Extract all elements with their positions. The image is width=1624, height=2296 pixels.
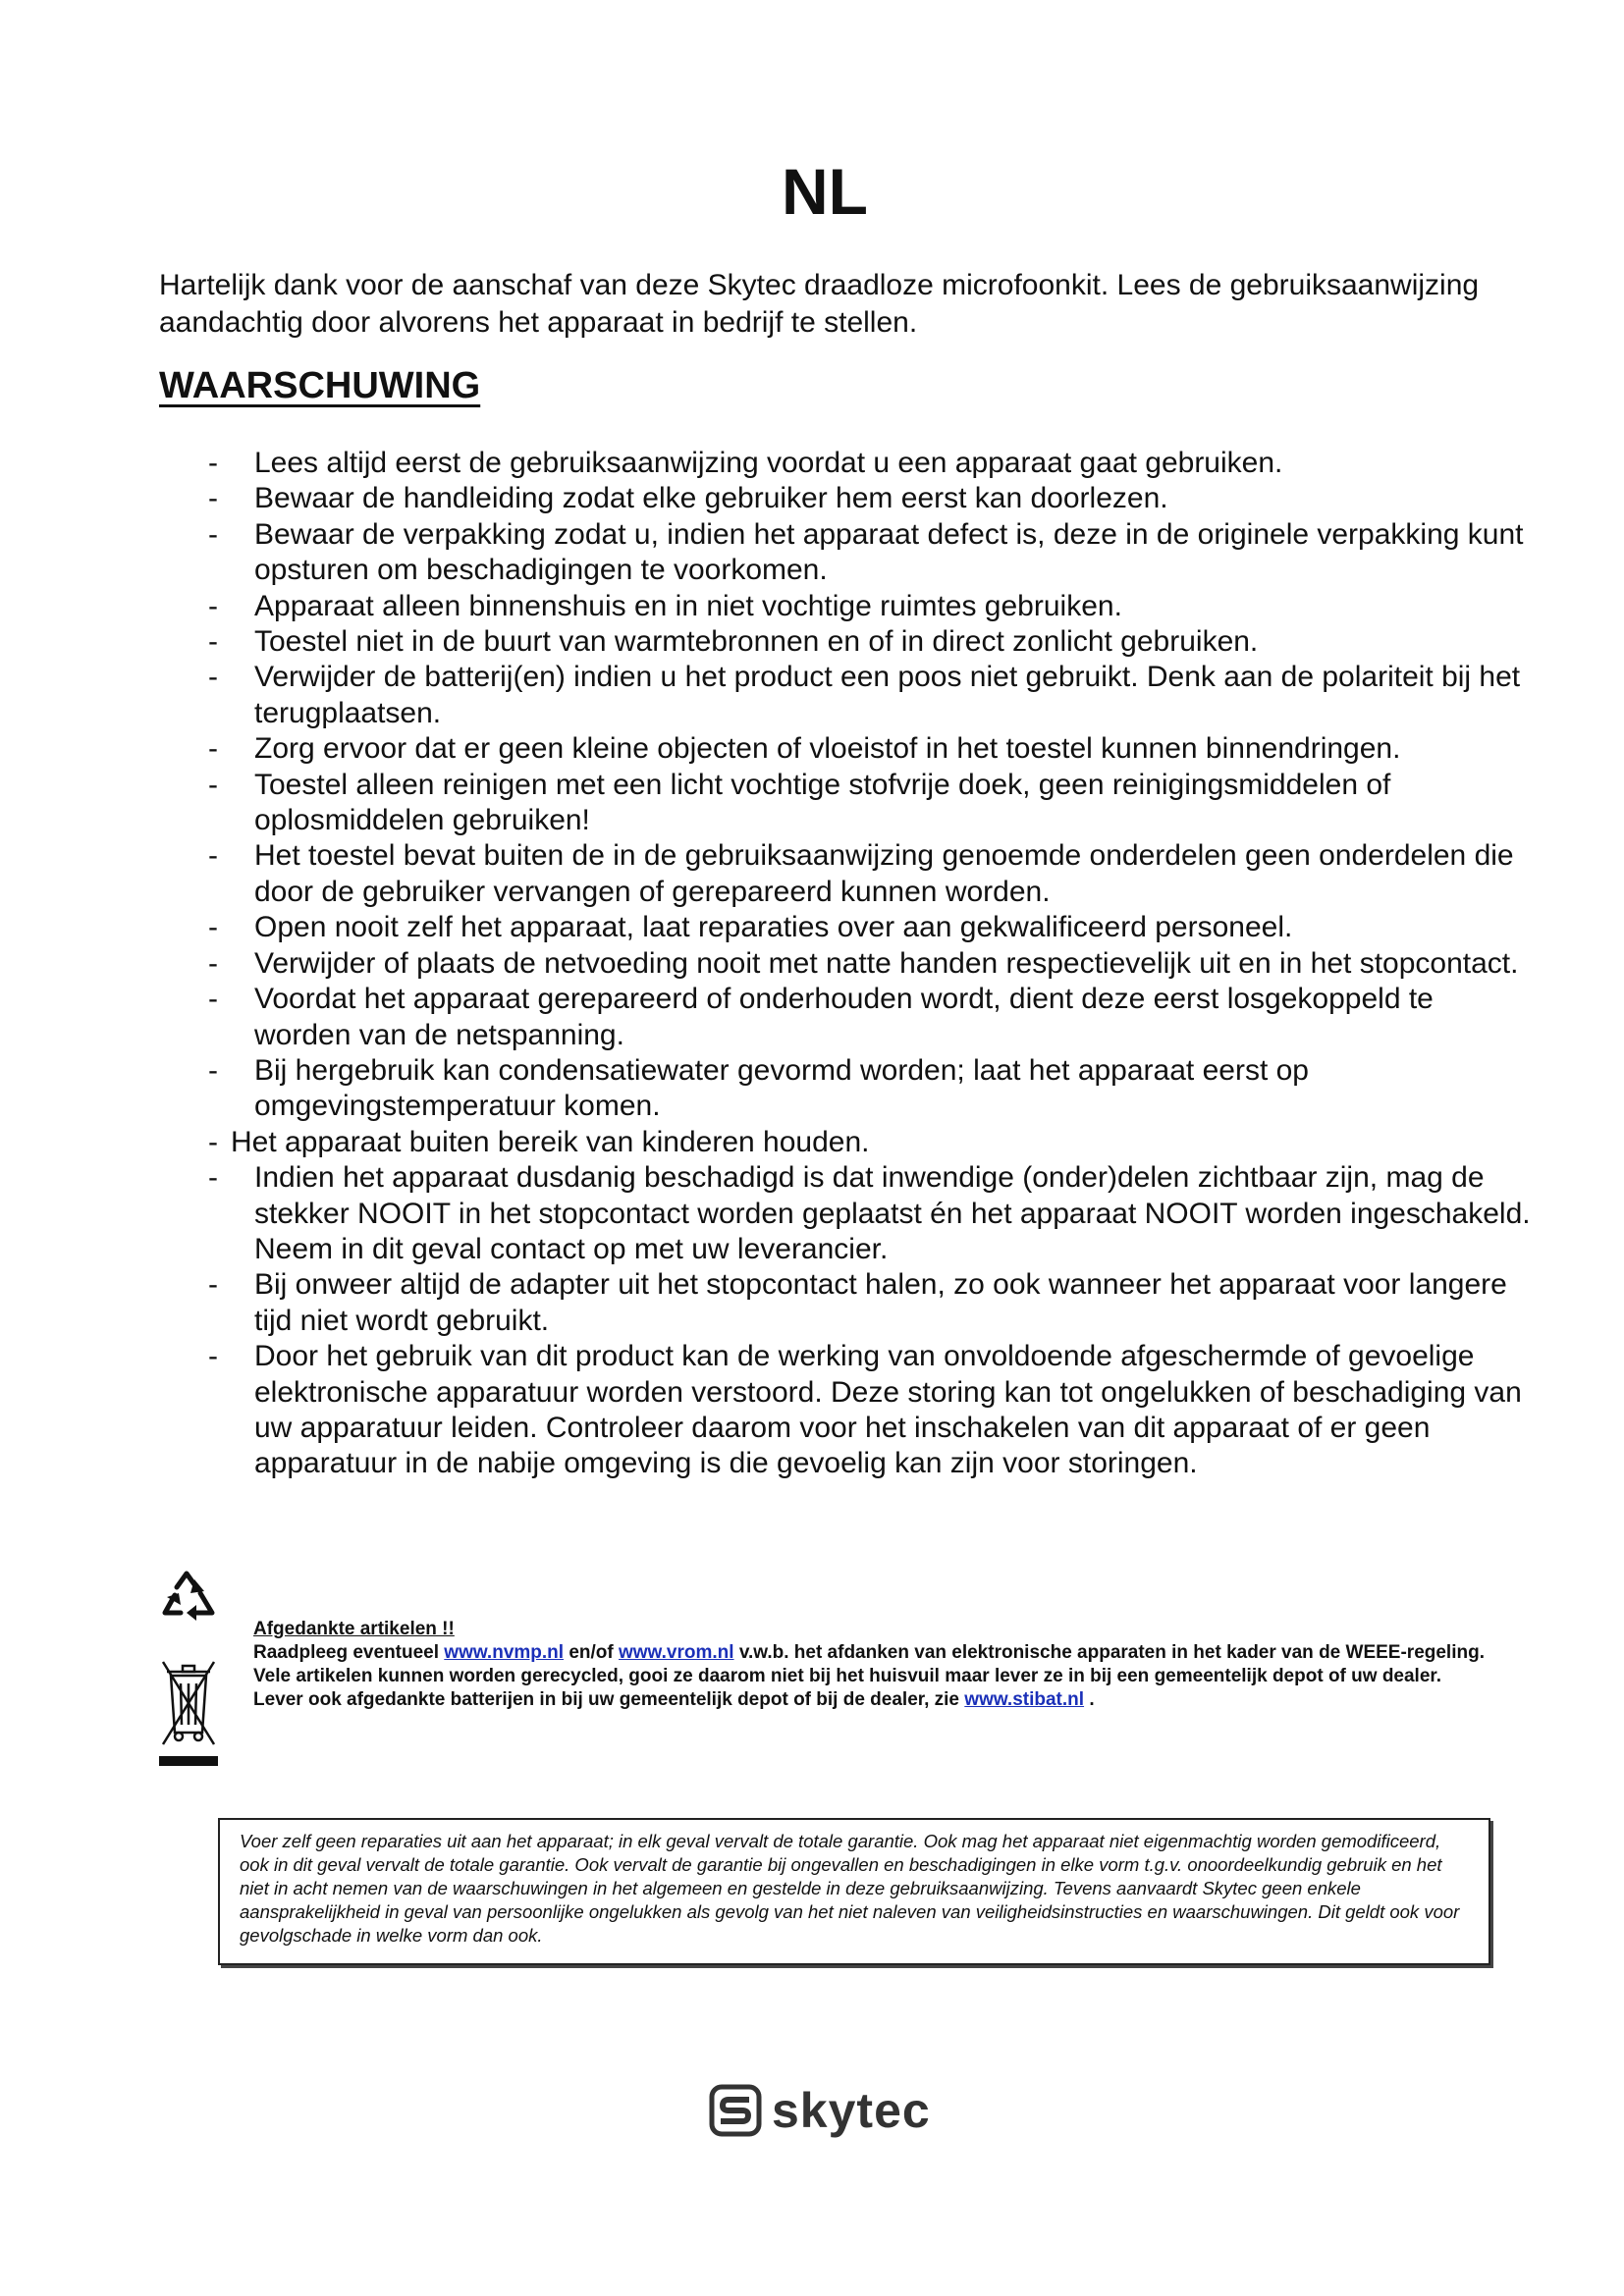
- recycle-icon: [157, 1566, 220, 1629]
- warning-item-text: Toestel alleen reinigen met een licht vochtige stofvrije doek, geen reinigingsmiddelen of oplosmiddelen gebruiken!: [254, 768, 1391, 837]
- link-nvmp[interactable]: www.nvmp.nl: [444, 1642, 565, 1663]
- warning-item-text: Bewaar de verpakking zodat u, indien het apparaat defect is, deze in de originele verpakking kunt opsturen om beschadigingen te voorkomen.: [254, 517, 1524, 587]
- crossed-bin-icon: [157, 1654, 220, 1772]
- bullet-dash: -: [208, 1053, 218, 1087]
- warning-item: [159, 1267, 1534, 1339]
- bullet-dash: -: [208, 1161, 218, 1195]
- warning-item: [159, 1339, 1534, 1482]
- bullet-dash: -: [208, 983, 218, 1016]
- warning-item-text: Verwijder of plaats de netvoeding nooit met natte handen respectievelijk uit en in het stopcontact.: [254, 946, 1519, 980]
- bullet-dash: -: [208, 1268, 218, 1302]
- bullet-dash: -: [208, 732, 218, 766]
- bullet-dash: -: [208, 768, 218, 801]
- warning-item-text: Open nooit zelf het apparaat, laat reparaties over aan gekwalificeerd personeel.: [254, 911, 1293, 944]
- warning-item: [159, 946, 1534, 982]
- bullet-dash: -: [208, 911, 218, 944]
- warning-item: [159, 624, 1534, 660]
- warning-item: [159, 446, 1534, 481]
- disclaimer-text: Voer zelf geen reparaties uit aan het apparaat; in elk geval vervalt de totale garantie. Ook mag het apparaat niet eigenmachtig worden gemodificeerd, ook in dit geval vervalt de totale garantie. Ook vervalt de garantie bij ongevallen en beschadigingen in elke vorm t.g.v. onoordeelkundig gebruik en het niet in acht nemen van de waarschuwingen in het algemeen en gestelde in deze gebruiksaanwijzing. Tevens aanvaardt Skytec geen enkele aansprakelijkheid in geval van persoonlijke ongelukken als gevolg van het niet naleven van veiligheidsinstructies en waarschuwingen. Dit geldt ook voor gevolgschade in welke vorm dan ook.: [240, 1831, 1460, 1946]
- page-title: NL: [782, 155, 868, 228]
- disposal-notice: [253, 1618, 1490, 1712]
- warning-item: [159, 1053, 1534, 1125]
- warning-item-text: Het toestel bevat buiten de in de gebruiksaanwijzing genoemde onderdelen geen onderdelen die door de gebruiker vervangen of gerepareerd kunnen worden.: [254, 839, 1514, 908]
- disposal-text: v.w.b. het afdanken van elektronische apparaten in het kader van de WEEE-regeling. Vele artikelen kunnen worden gerecycled, gooi ze daarom niet bij het huisvuil maar lever ze in bij een gemeentelijk depot of uw dealer. Lever ook afgedankte batterijen in bij uw gemeentelijk depot of bij de dealer, zie: [253, 1642, 1485, 1710]
- warning-item: [159, 910, 1534, 945]
- skytec-s-logo-icon: [709, 2084, 762, 2137]
- disposal-heading: Afgedankte artikelen !!: [253, 1619, 455, 1639]
- warranty-disclaimer-box: [218, 1818, 1490, 1965]
- link-stibat[interactable]: www.stibat.nl: [964, 1689, 1085, 1710]
- intro-text: Hartelijk dank voor de aanschaf van deze Skytec draadloze microfoonkit. Lees de gebruiksaanwijzing aandachtig door alvorens het apparaat in bedrijf te stellen.: [159, 269, 1480, 339]
- warning-item-text: Zorg ervoor dat er geen kleine objecten of vloeistof in het toestel kunnen binnendringen.: [254, 732, 1401, 766]
- bullet-dash: -: [208, 946, 218, 980]
- link-vrom[interactable]: www.vrom.nl: [619, 1642, 734, 1663]
- warning-heading: WAARSCHUWING: [159, 365, 481, 406]
- bullet-dash: -: [208, 517, 218, 551]
- disposal-prefix: Raadpleeg eventueel: [253, 1642, 445, 1663]
- warning-item-text: Voordat het apparaat gerepareerd of onderhouden wordt, dient deze eerst losgekoppeld te worden van de netspanning.: [254, 983, 1434, 1051]
- warning-item-text: Toestel niet in de buurt van warmtebronnen en of in direct zonlicht gebruiken.: [254, 625, 1259, 659]
- bullet-dash: -: [208, 661, 218, 694]
- warning-item: [159, 517, 1534, 589]
- bullet-dash: -: [208, 839, 218, 873]
- warning-item-text: Het apparaat buiten bereik van kinderen houden.: [231, 1125, 870, 1158]
- warning-item-text: Bij hergebruik kan condensatiewater gevormd worden; laat het apparaat eerst op omgevingstemperatuur komen.: [254, 1053, 1309, 1123]
- bullet-dash: -: [208, 1125, 218, 1158]
- warning-item: [159, 768, 1534, 839]
- warning-item: [159, 982, 1534, 1053]
- warning-item: [159, 731, 1534, 767]
- bullet-dash: -: [208, 1340, 218, 1373]
- warning-item-text: Bewaar de handleiding zodat elke gebruiker hem eerst kan doorlezen.: [254, 482, 1168, 515]
- warning-item: [159, 1160, 1534, 1267]
- disposal-suffix: .: [1084, 1689, 1095, 1710]
- disposal-between: en/of: [564, 1642, 619, 1663]
- warning-item-text: Bij onweer altijd de adapter uit het stopcontact halen, zo ook wanneer het apparaat voor langere tijd niet wordt gebruikt.: [254, 1268, 1507, 1337]
- warning-item: [159, 589, 1534, 624]
- warning-item: [159, 660, 1534, 731]
- warning-list: [159, 446, 1534, 1482]
- warning-item: [159, 481, 1534, 516]
- logo-wordmark: skytec: [772, 2083, 931, 2138]
- bullet-dash: -: [208, 447, 218, 479]
- bullet-dash: -: [208, 589, 218, 622]
- warning-item: [159, 838, 1534, 910]
- warning-item-text: Indien het apparaat dusdanig beschadigd is dat inwendige (onder)delen zichtbaar zijn, mag de stekker NOOIT in het stopcontact worden geplaatst én het apparaat NOOIT worden ingeschakeld. Neem in dit geval contact op met uw leverancier.: [254, 1161, 1531, 1265]
- warning-item-text: Lees altijd eerst de gebruiksaanwijzing voordat u een apparaat gaat gebruiken.: [254, 447, 1283, 479]
- bullet-dash: -: [208, 625, 218, 659]
- skytec-logo: [709, 2081, 931, 2140]
- warning-item-text: Apparaat alleen binnenshuis en in niet vochtige ruimtes gebruiken.: [254, 589, 1122, 622]
- warning-item-text: Door het gebruik van dit product kan de werking van onvoldoende afgeschermde of gevoelige elektronische apparatuur worden verstoord. Deze storing kan tot ongelukken of beschadiging van uw apparatuur leiden. Controleer daarom voor het inschakelen van dit apparaat of er geen apparatuur in de nabije omgeving is die gevoelig kan zijn voor storingen.: [254, 1340, 1522, 1480]
- bullet-dash: -: [208, 482, 218, 515]
- warning-item-text: Verwijder de batterij(en) indien u het product een poos niet gebruikt. Denk aan de polariteit bij het terugplaatsen.: [254, 661, 1521, 729]
- warning-item: [159, 1125, 1534, 1160]
